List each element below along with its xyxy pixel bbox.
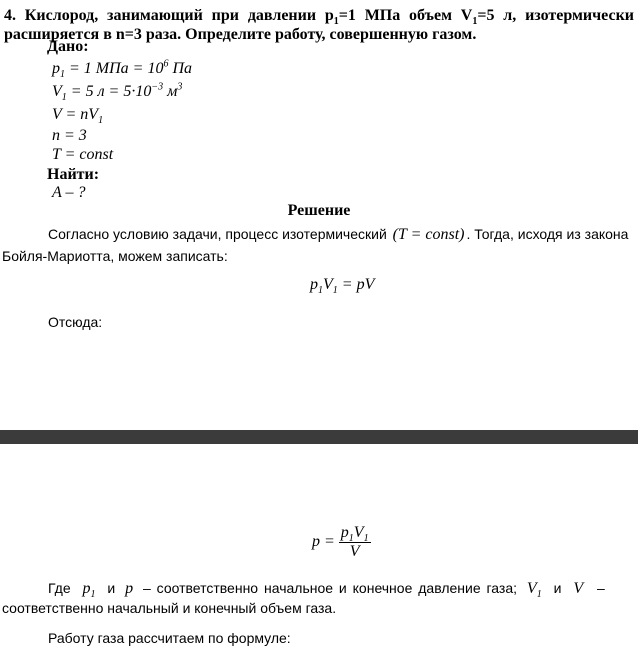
given-t: T = const	[52, 146, 114, 163]
problem-statement: 4. Кислород, занимающий при давлении $p_1=1$ МПа объем $V_1=5$ л, изотермически расширяется в n=3 раза. Определите работу, совершенную газом.	[4, 7, 635, 43]
solution-heading: Решение	[287, 202, 351, 219]
equation-pressure: p = $\frac{p_1V_1}{V}$	[312, 524, 369, 560]
given-heading: Дано:	[47, 38, 89, 55]
find-heading: Найти:	[47, 166, 100, 183]
given-v: $V = nV_1$	[52, 106, 104, 127]
solution-paragraph-1-cont: Бойля-Мариотта, можем записать:	[2, 248, 228, 264]
variables-description-cont: соответственно начальный и конечный объем газа.	[2, 600, 337, 616]
equation-boyle-mariotte: $p_1V_1$ = pV	[310, 276, 375, 297]
find-target: A – ?	[52, 184, 86, 201]
problem-number: 4.	[4, 7, 16, 24]
given-v1: $V_1 = 5$ $л = 5\cdot 10^{-3}$ $м^3$	[52, 81, 183, 104]
given-p1: $p_1 = 1$ МПа = $10^6$ Па	[52, 58, 193, 81]
hence-label: Отсюда:	[48, 314, 103, 330]
solution-paragraph-1: Согласно условию задачи, процесс изотермический (T = const) . Тогда, исходя из закона	[48, 226, 629, 243]
variables-description: Где $p_1$ и p – соответственно начальное и конечное давление газа; $V_1$ и V –	[48, 580, 605, 601]
page-break-bar	[0, 430, 638, 444]
given-n: n = 3	[52, 127, 87, 144]
work-formula-intro: Работу газа рассчитаем по формуле:	[48, 630, 291, 646]
